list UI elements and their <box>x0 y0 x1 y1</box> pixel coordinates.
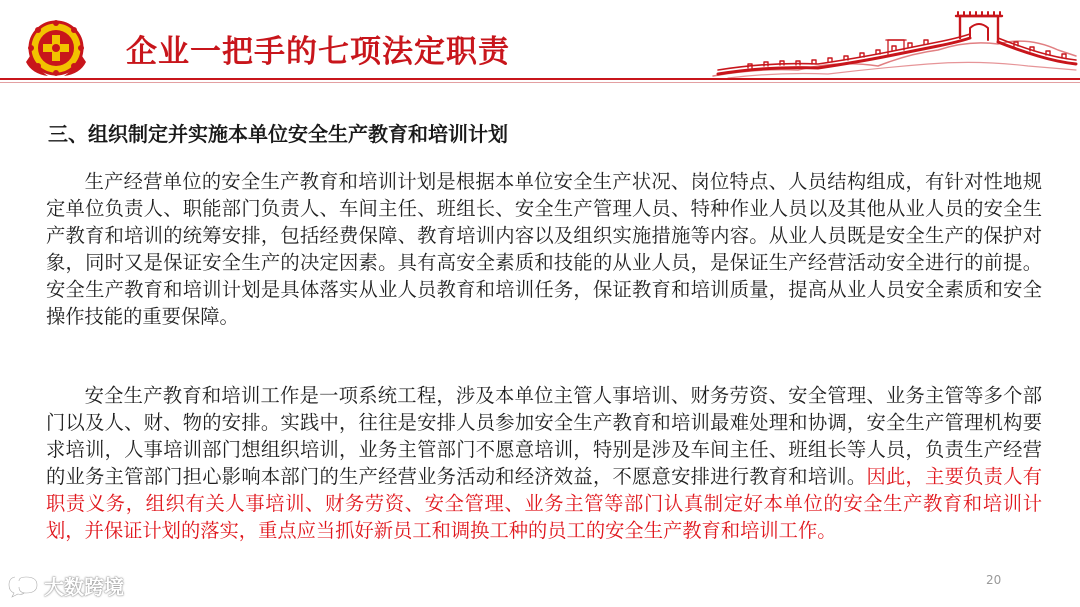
body-paragraph-2-text: 安全生产教育和培训工作是一项系统工程，涉及本单位主管人事培训、财务劳资、安全管理、业务主管等多个部门以及人、财、物的安排。实践中，往往是安排人员参加安全生产教育和培训最难处理和协调，安全生产管理机构要求培训，人事培训部门想组织培训，业务主管部门不愿意培训，特别是涉及车间主任、班组长等人员，负责生产经营的业务主管部门担心影响本部门的生产经营业务活动和经济效益，不愿意安排进行教育和培训。 <box>46 384 1042 488</box>
watermark-text: 大数跨境 <box>44 575 124 599</box>
watermark <box>6 571 124 600</box>
union-emblem-icon <box>22 18 94 78</box>
header-divider-thin <box>0 82 1080 83</box>
great-wall-illustration <box>708 10 1078 80</box>
body-paragraph-2 <box>46 382 1042 544</box>
header-divider <box>0 78 1080 80</box>
section-heading: 三、组织制定并实施本单位安全生产教育和培训计划 <box>48 122 508 146</box>
chat-bubble-icon <box>6 573 40 599</box>
slide-title: 企业一把手的七项法定职责 <box>126 34 510 70</box>
body-paragraph-2-highlight: 因此，主要负责人有职责义务，组织有关人事培训、财务劳资、安全管理、业务主管等部门认真制定好本单位的安全生产教育和培训计划，并保证计划的落实，重点应当抓好新员工和调换工种的员工的安全生产教育和培训工作。 <box>46 465 1043 542</box>
body-paragraph-1: 生产经营单位的安全生产教育和培训计划是根据本单位安全生产状况、岗位特点、人员结构组成，有针对性地规定单位负责人、职能部门负责人、车间主任、班组长、安全生产管理人员、特种作业人员以及其他从业人员的安全生产教育和培训的统筹安排，包括经费保障、教育培训内容以及组织实施措施等内容。从业人员既是安全生产的保护对象，同时又是保证安全生产的决定因素。具有高安全素质和技能的从业人员，是保证生产经营活动安全进行的前提。安全生产教育和培训计划是具体落实从业人员教育和培训任务，保证教育和培训质量，提高从业人员安全素质和安全操作技能的重要保障。 <box>46 170 1042 328</box>
page-number: 20 <box>986 573 1002 587</box>
